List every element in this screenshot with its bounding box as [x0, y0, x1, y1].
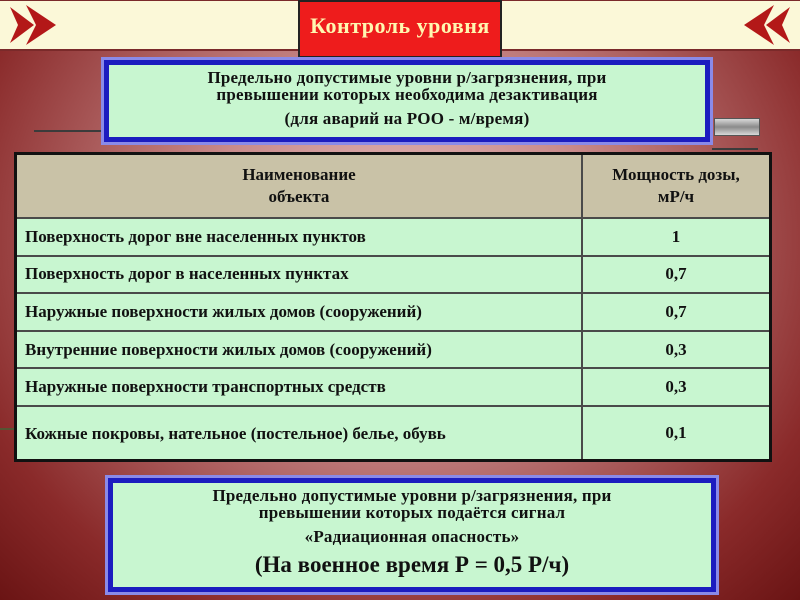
decor-bar-right: [714, 118, 760, 136]
contamination-table: [14, 152, 772, 462]
header-dose-rate: [582, 154, 771, 219]
top-info-line-1: Предельно допустимые уровни р/загрязнения, при: [207, 68, 607, 87]
header-object-name: [16, 154, 583, 219]
arrow-left-icon: [0, 1, 300, 49]
page-title: [298, 0, 502, 58]
table-row: [16, 368, 771, 406]
decor-line-left-lower: [0, 428, 14, 430]
table-row: [16, 256, 771, 294]
top-banner-left: [0, 0, 300, 51]
row-value: 0,7: [582, 293, 771, 331]
decor-line-left: [34, 130, 106, 132]
row-value: 0,1: [582, 406, 771, 461]
row-name: Наружные поверхности жилых домов (сооружений): [16, 293, 583, 331]
row-value: 0,3: [582, 331, 771, 369]
row-name: Кожные покровы, нательное (постельное) белье, обувь: [16, 406, 583, 461]
row-name: Поверхность дорог в населенных пунктах: [16, 256, 583, 294]
table-row: [16, 331, 771, 369]
bottom-info-box: [108, 478, 716, 592]
table-row: [16, 293, 771, 331]
top-info-line-3: (для аварий на РОО - м/время): [284, 109, 530, 128]
row-value: 0,7: [582, 256, 771, 294]
bottom-info-line-2: превышении которых подаётся сигнал: [258, 503, 566, 522]
table-row: [16, 218, 771, 256]
top-banner-right: [500, 0, 800, 51]
row-value: 1: [582, 218, 771, 256]
header-object-name-line1: Наименование: [242, 165, 356, 184]
table-header-row: [16, 154, 771, 219]
row-name: Наружные поверхности транспортных средств: [16, 368, 583, 406]
row-name: Внутренние поверхности жилых домов (сооружений): [16, 331, 583, 369]
bottom-info-line-4: (На военное время Р = 0,5 Р/ч): [254, 552, 570, 577]
row-value: 0,3: [582, 368, 771, 406]
arrow-right-icon: [500, 1, 800, 49]
decor-line-right: [712, 148, 758, 150]
top-info-line-2: превышении которых необходима дезактивация: [216, 85, 598, 104]
top-info-box: [104, 60, 710, 142]
page-title-text: Контроль уровня: [310, 13, 490, 38]
header-dose-rate-line2: мР/ч: [657, 187, 695, 206]
header-object-name-line2: объекта: [268, 187, 330, 206]
row-name: Поверхность дорог вне населенных пунктов: [16, 218, 583, 256]
bottom-info-line-3: «Радиационная опасность»: [304, 527, 520, 546]
table-row: [16, 406, 771, 461]
header-dose-rate-line1: Мощность дозы,: [612, 165, 740, 184]
bottom-info-line-1: Предельно допустимые уровни р/загрязнения, при: [212, 486, 612, 505]
